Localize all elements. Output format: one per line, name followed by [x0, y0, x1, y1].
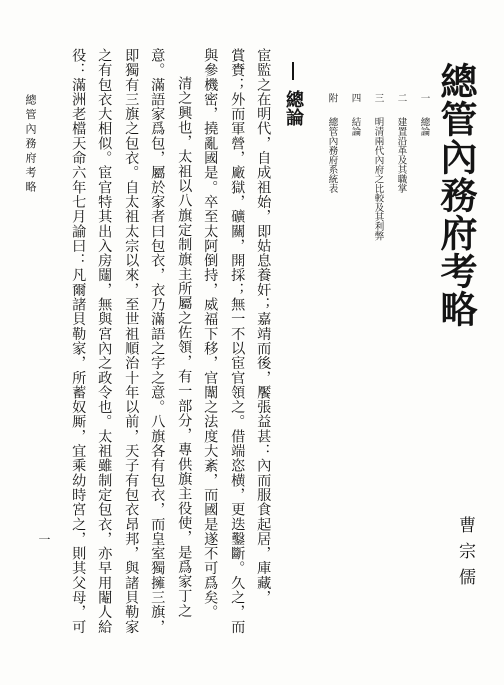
- toc-entry-label: 明清兩代內府之比較及其利弊: [372, 117, 384, 241]
- toc-entry-label: 總管內務府系統表: [326, 117, 338, 193]
- toc-number: 二: [395, 93, 407, 103]
- body-text-column: 賞賚；外而軍營，廠獄，礦關，開採；無一不以宦官領之。借端恣横，更迭鑿斷。久之，而: [229, 48, 246, 634]
- toc-entry-label: 結論: [349, 117, 361, 136]
- toc-number: 三: [372, 93, 384, 103]
- running-title: 總管內務府考略: [24, 94, 37, 196]
- body-text-column: 即獨有三旗之包衣。自太祖太宗以來，至世祖順治十年以前，天子有包衣昂邦，與諸貝勒家: [123, 48, 140, 634]
- toc-number: 附: [326, 93, 338, 103]
- body-text-column: 清之興也，太祖以八旗定制旗主所屬之佐領，有一部分，專供旗主役使，是爲家丁之: [176, 76, 193, 619]
- toc-number: 一: [418, 93, 430, 103]
- toc-number: 四: [349, 93, 361, 103]
- section-number: [292, 62, 294, 80]
- section-heading: 總論: [283, 90, 304, 126]
- body-text-column: 與參機密，撓亂國是。卒至太阿倒持，威福下移，官闈之法度大紊，而國是遂不可爲矣。: [202, 48, 219, 620]
- body-text-column: 意。滿語家爲包，屬於家者曰包衣，衣乃滿語之字之意。八旗各有包衣，而皇室獨擁三旗，: [149, 48, 166, 634]
- toc-entry-label: 建置沿革及其職掌: [395, 117, 407, 193]
- body-text-column: 之有包衣大相似。宦官特其出入房闥，無與宮內之政令也。太祖雖制定包衣，亦早用閹人給: [96, 48, 113, 634]
- toc-entry-label: 總論: [418, 117, 430, 136]
- book-title: 總管內務府考略: [434, 62, 478, 328]
- body-text-column: 宦監之在明代，自成祖始，即姑息養奸；嘉靖而後，饜張益甚：內而服食起居，庫藏，: [255, 48, 272, 605]
- body-text-column: 役：滿洲老檔天命六年七月諭曰：凡爾諸貝勒家，所蓄奴厮，宜乘幼時宮之，則其父母，可: [70, 48, 87, 634]
- page-number: 一: [37, 533, 51, 545]
- author-name: 曹宗儒: [455, 516, 475, 594]
